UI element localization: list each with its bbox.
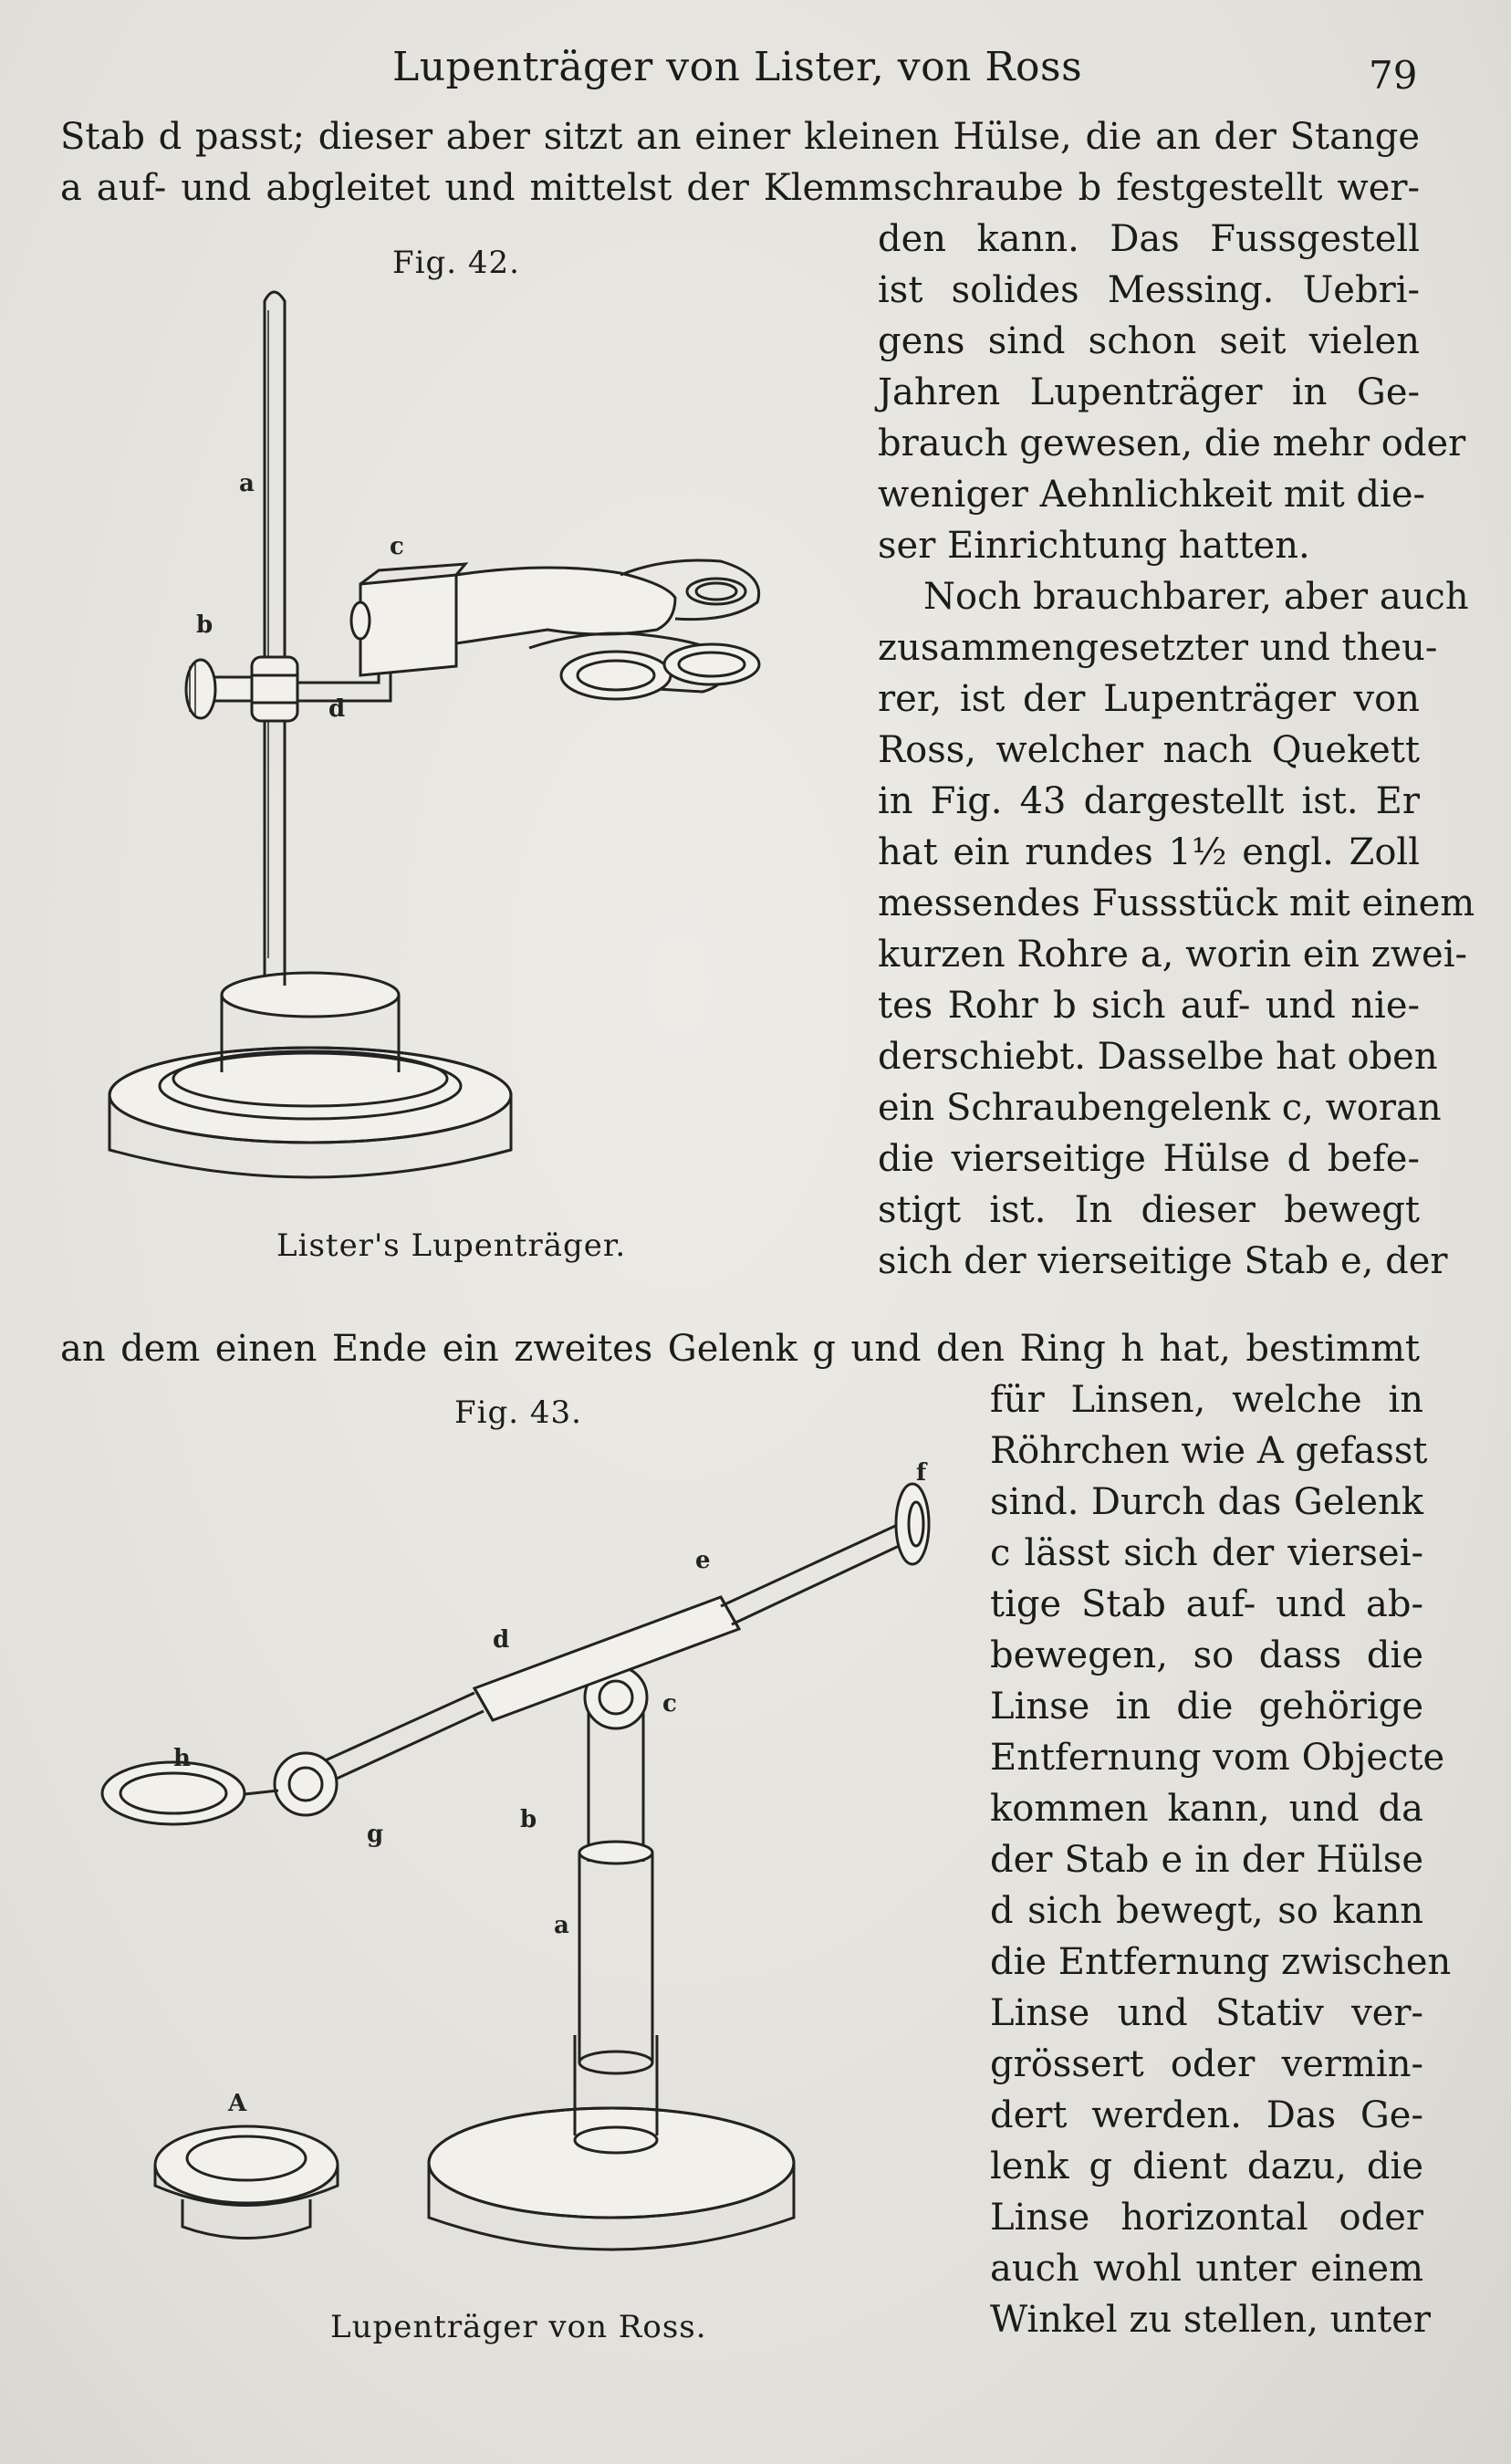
fig43-label-h: h (173, 1745, 191, 1772)
page-number: 79 (1369, 53, 1418, 98)
figure-42-caption: Lister's Lupenträger. (276, 1227, 627, 1264)
text-line: an dem einen Ende ein zweites Gelenk g und den Ring h hat, bestimmt (60, 1328, 1420, 1370)
text-line: tige Stab auf- und ab- (990, 1583, 1423, 1625)
text-line: kurzen Rohre a, worin ein zwei- (878, 934, 1468, 976)
text-line: stigt ist. In dieser bewegt (878, 1189, 1420, 1231)
text-line: Ross, welcher nach Quekett (878, 729, 1420, 771)
text-line: Jahren Lupenträger in Ge- (878, 371, 1420, 413)
fig43-label-A: A (228, 2090, 247, 2117)
text-line: kommen kann, und da (990, 1788, 1423, 1830)
text-line: Winkel zu stellen, unter (990, 2299, 1432, 2341)
text-line: Linse und Stativ ver- (990, 1992, 1423, 2034)
fig43-label-c: c (662, 1690, 677, 1717)
fig42-label-a: a (239, 470, 255, 497)
text-line: grössert oder vermin- (990, 2043, 1423, 2085)
fig43-label-f: f (916, 1459, 927, 1487)
text-line: sind. Durch das Gelenk (990, 1481, 1423, 1523)
text-line: die vierseitige Hülse d befe- (878, 1138, 1420, 1180)
text-line: sich der vierseitige Stab e, der (878, 1240, 1448, 1282)
fig43-label-b: b (520, 1806, 537, 1833)
figure-43-label: Fig. 43. (454, 1394, 582, 1431)
text-line: für Linsen, welche in (990, 1379, 1423, 1421)
text-line: c lässt sich der viersei- (990, 1532, 1423, 1574)
text-line: a auf- und abgleitet und mittelst der Klemmschraube b festgestellt wer- (60, 167, 1420, 209)
text-line: der Stab e in der Hülse (990, 1839, 1423, 1881)
fig43-label-d: d (493, 1626, 510, 1654)
text-line: zusammengesetzter und theu- (878, 627, 1438, 669)
running-title: Lupenträger von Lister, von Ross (392, 44, 1083, 90)
figure-43-illustration (82, 1433, 985, 2309)
text-line: d sich bewegt, so kann (990, 1890, 1423, 1932)
text-line: Linse horizontal oder (990, 2197, 1423, 2239)
text-line: Linse in die gehörige (990, 1686, 1423, 1728)
text-line: brauch gewesen, die mehr oder (878, 423, 1466, 465)
text-line: Stab d passt; dieser aber sitzt an einer kleinen Hülse, die an der Stange (60, 116, 1420, 158)
fig43-label-g: g (367, 1821, 384, 1848)
figure-42-illustration (73, 283, 867, 1205)
text-line: ein Schraubengelenk c, woran (878, 1087, 1442, 1129)
text-line: derschiebt. Dasselbe hat oben (878, 1036, 1438, 1078)
fig43-label-a: a (554, 1912, 569, 1939)
text-line: Röhrchen wie A gefasst (990, 1430, 1428, 1472)
text-line: den kann. Das Fussgestell (878, 218, 1420, 260)
text-line: Entfernung vom Objecte (990, 1737, 1445, 1779)
text-line: Noch brauchbarer, aber auch (923, 576, 1469, 618)
fig42-label-b: b (196, 611, 214, 639)
text-line: ist solides Messing. Uebri- (878, 269, 1420, 311)
text-line: lenk g dient dazu, die (990, 2146, 1423, 2187)
text-line: tes Rohr b sich auf- und nie- (878, 985, 1420, 1027)
text-line: dert werden. Das Ge- (990, 2094, 1423, 2136)
text-line: hat ein rundes 1½ engl. Zoll (878, 831, 1420, 873)
text-line: ser Einrichtung hatten. (878, 525, 1310, 567)
fig43-label-e: e (695, 1547, 711, 1574)
text-line: die Entfernung zwischen (990, 1941, 1452, 1983)
text-line: bewegen, so dass die (990, 1634, 1423, 1676)
figure-43-caption: Lupenträger von Ross. (330, 2309, 707, 2345)
fig42-label-d: d (328, 695, 346, 723)
text-line: weniger Aehnlichkeit mit die- (878, 474, 1425, 516)
text-line: messendes Fussstück mit einem (878, 882, 1475, 924)
fig42-label-c: c (390, 533, 404, 560)
figure-42-label: Fig. 42. (392, 245, 520, 281)
text-line: in Fig. 43 dargestellt ist. Er (878, 780, 1420, 822)
text-line: gens sind schon seit vielen (878, 320, 1420, 362)
text-line: auch wohl unter einem (990, 2248, 1423, 2290)
text-line: rer, ist der Lupenträger von (878, 678, 1420, 720)
